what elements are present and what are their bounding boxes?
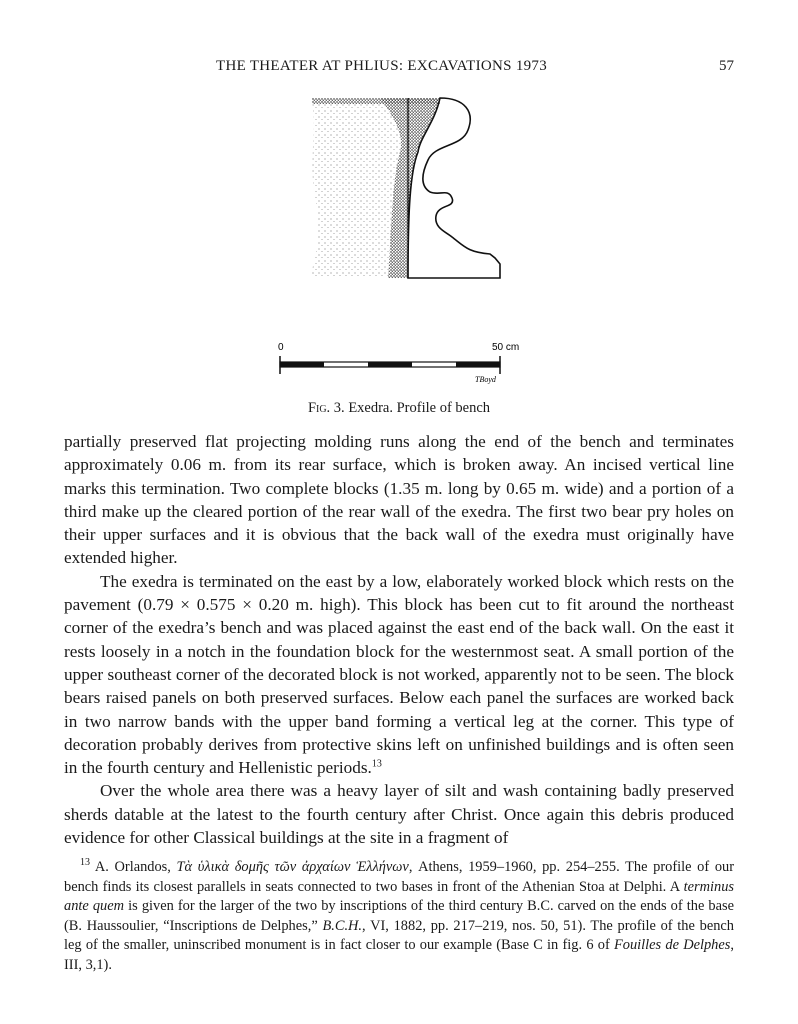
bench-profile-figure <box>270 92 540 392</box>
scale-seg-1 <box>280 362 324 367</box>
running-head <box>0 58 798 82</box>
footnote-part4: carved on the ends of the base (B. Haussoulier, “Inscriptions de Delphes,” <box>64 898 734 934</box>
paragraph-1-text: partially preserved flat projecting molding runs along the end of the bench and terminates approximately 0.06 m. from its rear surface, which is broken away. An incised vertical line marks this termination. Two complete blocks (1.35 m. long by 0.65 m. wide) and a portion of a third make up the cleared portion of the rear wall of the exedra. The first two bear pry holes on their upper surfaces and it is obvious that the back wall of the exedra must originally have extended higher. <box>64 432 734 568</box>
paragraph-2 <box>64 570 734 780</box>
paragraph-3-text: Over the whole area there was a heavy layer of silt and wash containing badly preserved sherds datable at the latest to the fourth century after Christ. Once again this debris produced evidence for other Classical buildings at the site in a fragment of <box>64 781 734 848</box>
running-title: THE THEATER AT PHLIUS: EXCAVATIONS 1973 <box>216 58 548 74</box>
scale-start-label: 0 <box>278 342 284 353</box>
paragraph-3 <box>64 779 734 849</box>
footnote-terminus: terminus ante quem <box>64 878 734 914</box>
body-text <box>64 430 734 849</box>
footnote-number: 13 <box>80 857 90 869</box>
footnote-13 <box>64 858 734 975</box>
scale-seg-5 <box>456 362 500 367</box>
footnote-greek-title: Τὰ ὑλικὰ δομῆς τῶν ἀρχαίων Ἑλλήνων <box>176 859 409 875</box>
caption-label: Fig. 3. <box>307 400 345 416</box>
scale-seg-3 <box>368 362 412 367</box>
footnote-fdd: Fouilles de Delphes <box>613 937 731 953</box>
footnote-part6: , III, 3,1). <box>64 937 734 973</box>
bench-profile-drawing <box>270 92 540 392</box>
stipple-top <box>312 98 440 104</box>
footnote-ref-13[interactable]: 13 <box>371 758 382 770</box>
footnote-bch: B.C.H. <box>322 917 363 934</box>
footnote-part2: , Athens, 1959–1960, pp. 254–255. The profile of our bench finds its closest parallels in seats connected to two bases in front of the Athenian Stoa at Delphi. A <box>64 859 735 895</box>
artist-signature: TBoyd <box>475 375 496 384</box>
footnote-part5: , VI, 1882, pp. 217–219, nos. 50, 51). The profile of the bench leg of the smaller, uninscribed monument is in fact closer to our example (Base C in fig. 6 of <box>64 917 734 953</box>
paragraph-1 <box>64 430 734 570</box>
scale-end-label: 50 cm <box>492 342 520 353</box>
caption-text: Exedra. Profile of bench <box>348 400 491 416</box>
footnote-part3: is given for the larger of the two by inscriptions of the third century <box>124 898 528 914</box>
footnote-part1: A. Orlandos, <box>94 859 177 875</box>
paragraph-2-text: The exedra is terminated on the east by a low, elaborately worked block which rests on the pavement (0.79 × 0.575 × 0.20 m. high). This block has been cut to fit around the northeast corner of the exedra’s bench and was placed against the east end of the back wall. On the east it rests loosely in a notch in the foundation block for the westernmost seat. A small portion of the upper southeast corner of the decorated block is not worked, apparently not to be seen. The block bears raised panels on both preserved surfaces. Below each panel the surfaces are worked back in two narrow bands with the upper band forming a vertical leg at the corner. This type of decoration probably derives from protective skins left on unfinished buildings and is often seen in the fourth century and Hellenistic periods. <box>64 571 734 778</box>
page-number: 57 <box>719 58 734 74</box>
figure-caption <box>0 400 798 417</box>
footnote-bc: B.C. <box>527 898 554 914</box>
